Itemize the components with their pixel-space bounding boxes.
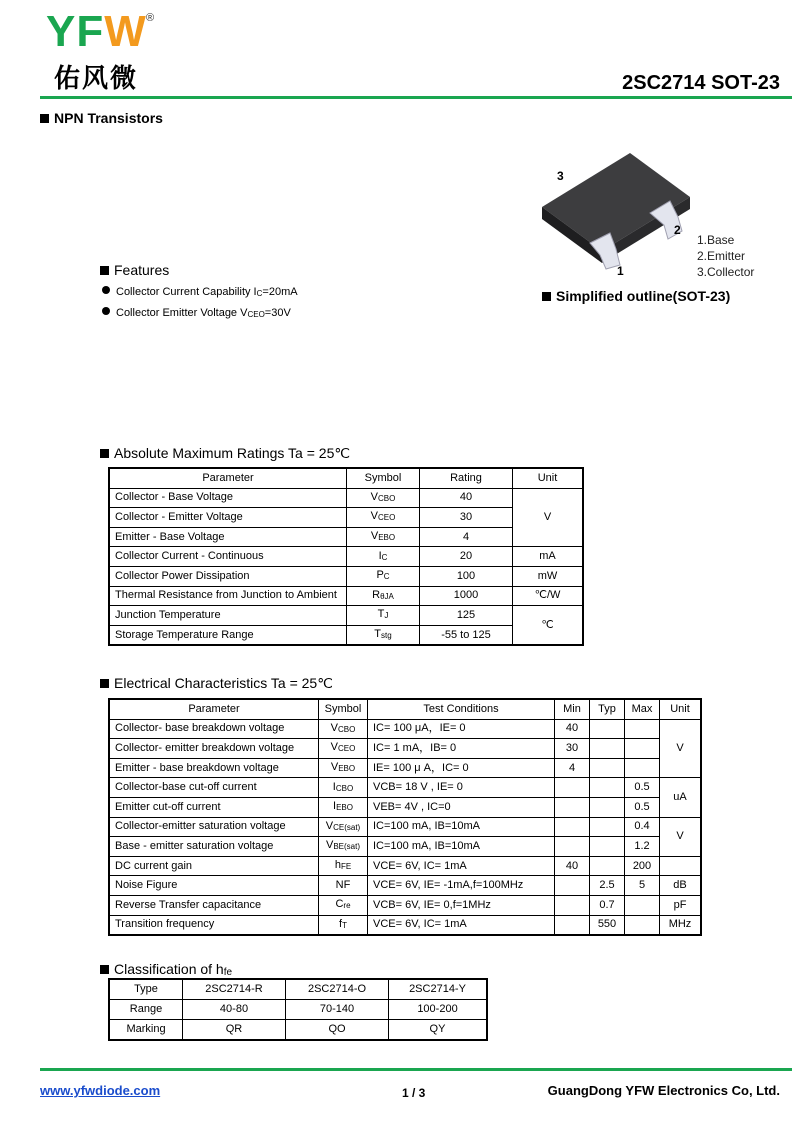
unit-cell: V (513, 488, 584, 547)
param-cell: Junction Temperature (109, 606, 347, 626)
symbol-cell: $P_C$ (347, 566, 420, 586)
conditions-cell: VCB= 6V, IE= 0,f=1MHz (368, 895, 555, 915)
param-cell: Transition frequency (109, 915, 319, 935)
min-cell (555, 837, 590, 857)
unit-cell: ℃/W (513, 586, 584, 606)
section-features-label: Features (114, 262, 170, 278)
symbol-cell: $V_{EBO}$ (319, 758, 368, 778)
square-bullet-icon (40, 114, 49, 123)
pin-legend-base: 1.Base (697, 233, 735, 247)
symbol-cell: $V_{CBO}$ (347, 488, 420, 508)
table-header-row (109, 468, 583, 488)
pin-legend-emitter: 2.Emitter (697, 249, 746, 263)
param-cell: Storage Temperature Range (109, 625, 347, 645)
typ-cell (590, 758, 625, 778)
square-bullet-icon (100, 965, 109, 974)
min-cell (555, 895, 590, 915)
rating-cell: 30 (420, 508, 513, 528)
param-cell: Collector Current - Continuous (109, 547, 347, 567)
logo-letter-w: W (104, 7, 147, 56)
max-cell: 0.5 (625, 797, 660, 817)
section-outline-label: Simplified outline(SOT-23) (556, 288, 731, 304)
table-cell: QY (389, 1020, 488, 1041)
header-cell: Test Conditions (368, 699, 555, 719)
logo-letter-f: F (76, 7, 105, 56)
pin-legend-collector: 3.Collector (697, 265, 755, 279)
table-header-row (109, 699, 701, 719)
logo-chinese-name: 佑风微 (54, 64, 139, 94)
table-row (109, 979, 487, 1000)
typ-cell (590, 778, 625, 798)
conditions-cell: IC= 1 mA，IB= 0 (368, 739, 555, 759)
param-cell: Reverse Transfer capacitance (109, 895, 319, 915)
section-ec-label: Electrical Characteristics Ta = 25℃ (114, 675, 333, 691)
section-classification: Classification of $h_{fe}$ (100, 961, 232, 978)
conditions-cell: IE= 100 μ A，IC= 0 (368, 758, 555, 778)
bullet-icon (102, 286, 110, 294)
table-cell: Marking (109, 1020, 183, 1041)
sot23-package-drawing (530, 145, 700, 275)
rating-cell: 100 (420, 566, 513, 586)
symbol-cell: $R_{\theta JA}$ (347, 586, 420, 606)
footer-divider (40, 1068, 792, 1071)
unit-cell: MHz (660, 915, 702, 935)
square-bullet-icon (100, 266, 109, 275)
max-cell: 5 (625, 876, 660, 896)
pin-2-label: 2 (674, 223, 681, 237)
max-cell (625, 895, 660, 915)
param-cell: Collector-base cut-off current (109, 778, 319, 798)
param-cell: Base - emitter saturation voltage (109, 837, 319, 857)
table-row (109, 797, 701, 817)
bullet-icon (102, 307, 110, 315)
param-cell: Emitter - Base Voltage (109, 527, 347, 547)
max-cell: 0.4 (625, 817, 660, 837)
symbol-cell: $V_{EBO}$ (347, 527, 420, 547)
table-cell: 2SC2714-R (183, 979, 286, 1000)
square-bullet-icon (542, 292, 551, 301)
registered-mark: ® (146, 12, 155, 24)
unit-cell: dB (660, 876, 702, 896)
section-classification-label: Classification of h (114, 961, 224, 977)
header-cell: Min (555, 699, 590, 719)
conditions-cell: VEB= 4V , IC=0 (368, 797, 555, 817)
table-row (109, 566, 583, 586)
symbol-cell: $T_{stg}$ (347, 625, 420, 645)
square-bullet-icon (100, 449, 109, 458)
header-cell: Typ (590, 699, 625, 719)
min-cell (555, 876, 590, 896)
max-cell (625, 758, 660, 778)
table-cell: Range (109, 1000, 183, 1020)
symbol-cell: $V_{CBO}$ (319, 719, 368, 739)
typ-cell (590, 837, 625, 857)
max-cell: 1.2 (625, 837, 660, 857)
rating-cell: 4 (420, 527, 513, 547)
section-features (100, 262, 169, 278)
param-cell: Collector Power Dissipation (109, 566, 347, 586)
table-row (109, 876, 701, 896)
min-cell: 30 (555, 739, 590, 759)
conditions-cell: IC=100 mA, IB=10mA (368, 837, 555, 857)
feature-item: Collector Emitter Voltage $V_{CEO}=30V$ (102, 307, 291, 319)
hfe-classification-table (108, 978, 488, 1041)
conditions-cell: VCE= 6V, IE= -1mA,f=100MHz (368, 876, 555, 896)
rating-cell: -55 to 125 (420, 625, 513, 645)
max-cell (625, 915, 660, 935)
table-row (109, 586, 583, 606)
part-number-title: 2SC2714 SOT-23 (622, 72, 780, 94)
table-row (109, 778, 701, 798)
pin-legend (697, 232, 754, 280)
unit-cell: V (660, 817, 702, 856)
table-row (109, 488, 583, 508)
header-cell: Symbol (347, 468, 420, 488)
company-name: GuangDong YFW Electronics Co, Ltd. (547, 1083, 780, 1098)
unit-cell (660, 856, 702, 876)
conditions-cell: IC= 100 μA，IE= 0 (368, 719, 555, 739)
feature-item: Collector Current Capability $I_C=20mA$ (102, 286, 298, 298)
table-row (109, 547, 583, 567)
table-row (109, 527, 583, 547)
rating-cell: 40 (420, 488, 513, 508)
company-logo (46, 7, 147, 56)
typ-cell (590, 817, 625, 837)
max-cell: 200 (625, 856, 660, 876)
rating-cell: 20 (420, 547, 513, 567)
table-row (109, 758, 701, 778)
param-cell: Collector- base breakdown voltage (109, 719, 319, 739)
section-npn-label: NPN Transistors (54, 110, 163, 126)
table-row (109, 739, 701, 759)
unit-cell: V (660, 719, 702, 778)
symbol-cell: $C_{re}$ (319, 895, 368, 915)
symbol-cell: NF (319, 876, 368, 896)
param-cell: Collector - Emitter Voltage (109, 508, 347, 528)
table-row (109, 508, 583, 528)
unit-cell: ℃ (513, 606, 584, 646)
section-amr-label: Absolute Maximum Ratings Ta = 25℃ (114, 445, 351, 461)
min-cell (555, 778, 590, 798)
table-cell: QR (183, 1020, 286, 1041)
unit-cell: mW (513, 566, 584, 586)
param-cell: Thermal Resistance from Junction to Ambient (109, 586, 347, 606)
header-cell: Symbol (319, 699, 368, 719)
conditions-cell: IC=100 mA, IB=10mA (368, 817, 555, 837)
header-cell: Max (625, 699, 660, 719)
unit-cell: uA (660, 778, 702, 817)
section-ec (100, 675, 333, 692)
param-cell: Collector - Base Voltage (109, 488, 347, 508)
table-row (109, 856, 701, 876)
param-cell: Collector- emitter breakdown voltage (109, 739, 319, 759)
max-cell: 0.5 (625, 778, 660, 798)
table-row (109, 606, 583, 626)
rating-cell: 1000 (420, 586, 513, 606)
symbol-cell: $I_{CBO}$ (319, 778, 368, 798)
min-cell (555, 915, 590, 935)
electrical-characteristics-table (108, 698, 702, 936)
table-cell: 2SC2714-Y (389, 979, 488, 1000)
symbol-cell: $f_T$ (319, 915, 368, 935)
rating-cell: 125 (420, 606, 513, 626)
symbol-cell: $I_C$ (347, 547, 420, 567)
table-row (109, 915, 701, 935)
logo-letter-y: Y (46, 7, 77, 56)
header-cell: Parameter (109, 468, 347, 488)
table-cell: 40-80 (183, 1000, 286, 1020)
max-cell (625, 719, 660, 739)
conditions-cell: VCE= 6V, IC= 1mA (368, 915, 555, 935)
min-cell (555, 817, 590, 837)
symbol-cell: $I_{EBO}$ (319, 797, 368, 817)
typ-cell: 2.5 (590, 876, 625, 896)
section-outline (542, 288, 730, 304)
section-amr (100, 445, 350, 462)
param-cell: Emitter cut-off current (109, 797, 319, 817)
section-npn (40, 110, 163, 126)
typ-cell (590, 856, 625, 876)
symbol-cell: $V_{BE(sat)}$ (319, 837, 368, 857)
typ-cell (590, 797, 625, 817)
symbol-cell: $V_{CEO}$ (319, 739, 368, 759)
param-cell: DC current gain (109, 856, 319, 876)
table-cell: Type (109, 979, 183, 1000)
header-cell: Parameter (109, 699, 319, 719)
table-row (109, 895, 701, 915)
header-cell: Unit (660, 699, 702, 719)
param-cell: Collector-emitter saturation voltage (109, 817, 319, 837)
min-cell: 40 (555, 856, 590, 876)
header-cell: Unit (513, 468, 584, 488)
table-row (109, 1000, 487, 1020)
pin-3-label: 3 (557, 169, 564, 183)
min-cell: 4 (555, 758, 590, 778)
page-number: 1 / 3 (402, 1086, 426, 1100)
website-link[interactable]: www.yfwdiode.com (40, 1083, 161, 1098)
table-cell: 100-200 (389, 1000, 488, 1020)
table-cell: 2SC2714-O (286, 979, 389, 1000)
typ-cell: 0.7 (590, 895, 625, 915)
header-divider (40, 96, 792, 99)
square-bullet-icon (100, 679, 109, 688)
table-row (109, 625, 583, 645)
typ-cell (590, 719, 625, 739)
param-cell: Emitter - base breakdown voltage (109, 758, 319, 778)
conditions-cell: VCB= 18 V , IE= 0 (368, 778, 555, 798)
table-row (109, 817, 701, 837)
typ-cell: 550 (590, 915, 625, 935)
symbol-cell: $V_{CE(sat)}$ (319, 817, 368, 837)
max-cell (625, 739, 660, 759)
symbol-cell: $h_{FE}$ (319, 856, 368, 876)
param-cell: Noise Figure (109, 876, 319, 896)
symbol-cell: $V_{CEO}$ (347, 508, 420, 528)
conditions-cell: VCE= 6V, IC= 1mA (368, 856, 555, 876)
absolute-max-ratings-table (108, 467, 584, 646)
min-cell (555, 797, 590, 817)
unit-cell: mA (513, 547, 584, 567)
table-row (109, 837, 701, 857)
typ-cell (590, 739, 625, 759)
unit-cell: pF (660, 895, 702, 915)
table-cell: 70-140 (286, 1000, 389, 1020)
min-cell: 40 (555, 719, 590, 739)
table-cell: QO (286, 1020, 389, 1041)
table-row (109, 719, 701, 739)
header-cell: Rating (420, 468, 513, 488)
symbol-cell: $T_J$ (347, 606, 420, 626)
table-row (109, 1020, 487, 1041)
pin-1-label: 1 (617, 264, 624, 278)
